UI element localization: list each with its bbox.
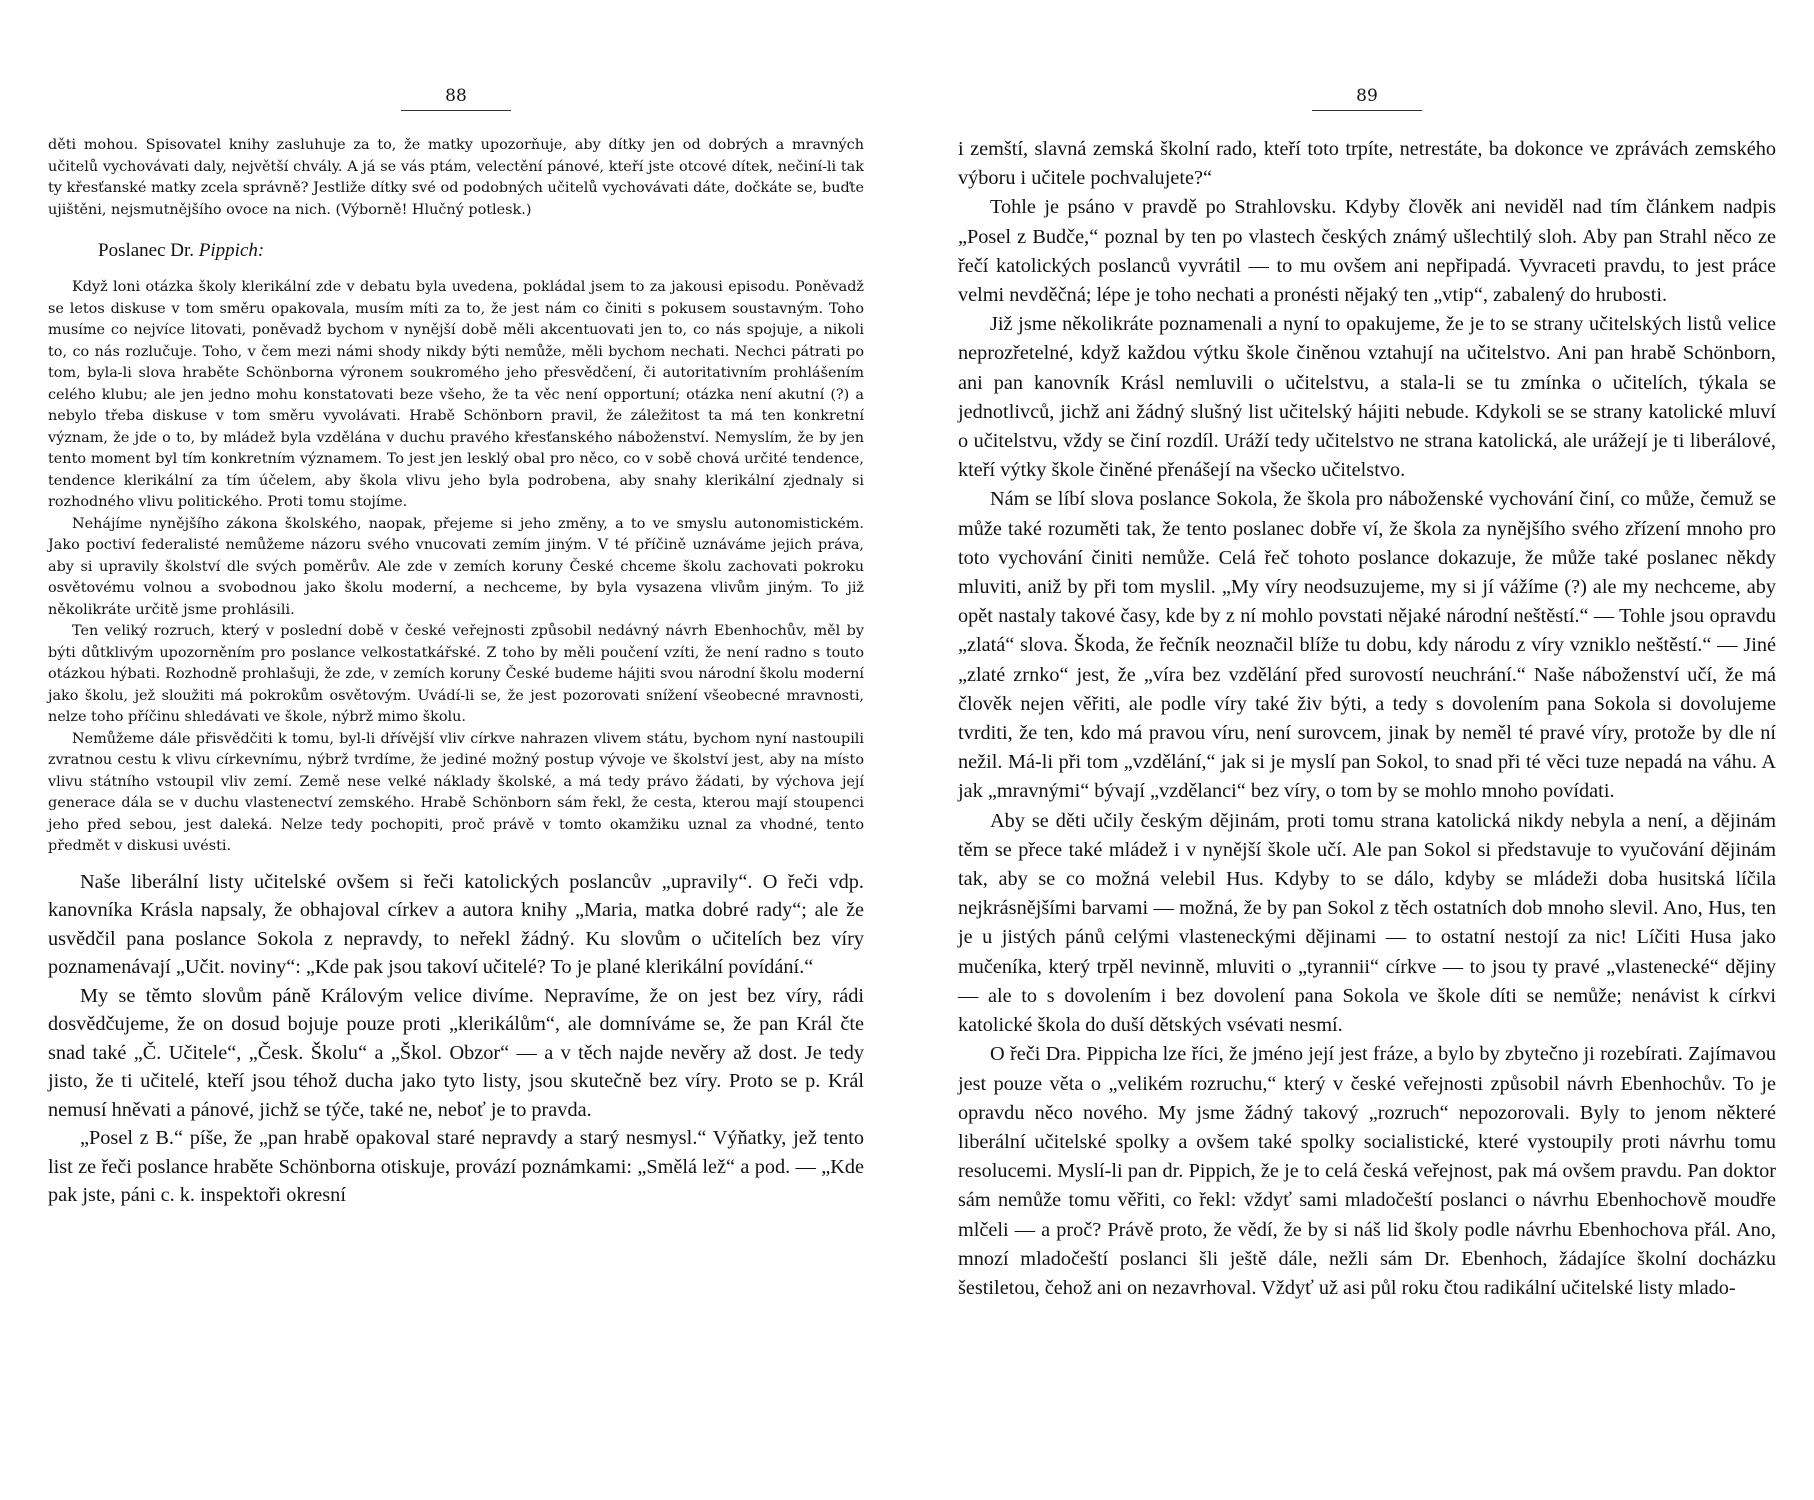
speech-paragraph: Když loni otázka školy klerikální zde v debatu byla uvedena, pokládal jsem to za jakousi episodu. Poněvadž se letos diskuse v tom směru opakovala, musím míti za to, že jest nám co činiti s pokusem soustavným. Toho musíme co nejvíce litovati, poněvadž bychom v nynější době měli akcentuovati jen to, co nás spojuje, a nikoli to, co nás rozlučuje. Toho, v čem mezi námi shody nikdy býti nemůže, měli bychom nechati. Nechci pátrati po tom, byla-li slova hraběte Schönborna výronem soukromého jeho přesvědčení, či autoritativním prohlášením celého klubu; ale jen jedno mohu konstatovati beze všeho, že ta věc není opportuní; otázka není akutní (?) a nebylo třeba diskuse v tom směru vyvolávati. Hrabě Schönborn pravil, že záležitost ta má ten konkretní význam, že jde o to, by mládež byla vzdělána v duchu pravého křesťanského náboženství. Nemyslím, že by jen tento moment byl tím konkretním významem. To jest jen lesklý obal pro něco, co v sobě chová určité tendence, tendence klerikální za tím účelem, aby škola vlivu jeho byla podrobena, aby snahy klerikální zjednaly si rozhodného vlivu politického. Proti tomu stojíme.	[48, 279, 864, 510]
speaker-name: Pippich:	[198, 240, 265, 261]
left-page	[48, 86, 864, 1210]
page-number: 88	[445, 86, 467, 106]
body-paragraph: i zemští, slavná zemská školní rado, kteří toto trpíte, netrestáte, ba dokonce ve zprávách zemského výboru i učitele pochvalujete?“	[958, 138, 1776, 190]
body-paragraph: Aby se děti učily českým dějinám, proti tomu strana katolická nikdy nebyla a není, a dějinám těm se přece také mládež i v nynější škole učí. Ale pan Sokol si představuje to vyučování dějinám tak, aby se co možná velebil Hus. Kdyby to se dálo, kdyby se mládeži doba husitská líčila nejkrásnějšími barvami — možná, že by pan Sokol z těch ostatních dob mnoho slevil. Ano, Hus, ten je u jistých pánů celými vlasteneckými dějinami — to ostatní nestojí za nic! Líčiti Husa jako mučeníka, který trpěl nevinně, mluviti o „tyrannii“ církve — to jsou ty pravé „vlastenecké“ dějiny — ale to s dovolením i bez dovolení pana Sokola ve škole díti se nemůže; nenávist k církvi katolické škola do duší dětských vsévati nesmí.	[958, 809, 1776, 1037]
body-paragraph: Nám se líbí slova poslance Sokola, že škola pro náboženské vychování činí, co může, čemuž se může také rozuměti tak, že tento poslanec dobře ví, že škola za nynějšího svého zřízení mnoho pro toto vychování činiti nemůže. Celá řeč tohoto poslance dokazuje, že může také poslanec někdy mluviti, aniž by při tom myslil. „My víry neodsuzujeme, my si jí vážíme (?) ale my nechceme, aby opět nastaly takové časy, kde by z ní mohlo povstati nějaké národní neštěstí.“ — Tohle jsou opravdu „zlatá“ slova. Škoda, že řečník neoznačil blíže tu dobu, kdy národu z víry vzniklo neštěstí.“ — Jiné „zlaté zrnko“ jest, že „víra bez vzdělání před surovostí neuchrání.“ Naše náboženství učí, že má člověk nejen věřiti, ale podle víry také živ býti, a tedy s dovolením pana Sokola si dovolujeme tvrditi, že ten, kdo má pravou víru, není surovcem, jinak by neměl té pravé víry, protože by dle ní nežil. Má-li při tom „vzdělání,“ jak si je myslí pan Sokol, to snad při té věci tuze nepadá na váhu. A jak „mravnými“ bývají „vzdělanci“ bez víry, o tom by se mohlo mnoho povídati.	[958, 488, 1776, 803]
body-text-block	[958, 135, 1776, 1303]
body-text-block	[48, 868, 864, 1210]
speech-paragraph: Nehájíme nynějšího zákona školského, naopak, přejeme si jeho změny, a to ve smyslu autonomistickém. Jako poctiví federalisté nemůžeme názoru svého vnucovati zemím jiným. V té příčině uznáváme jejich práva, aby si upravily školství dle svých poměrův. Ale zde v zemích koruny České chceme školu zachovati pokroku osvětovému volnou a svobodnou jako školu moderní, a nechceme, by byla vysazena vlivům jiným. To již několikráte určitě jsme prohlásili.	[48, 515, 864, 618]
body-paragraph: O řeči Dra. Pippicha lze říci, že jméno její jest fráze, a bylo by zbytečno ji rozebírati. Zajímavou jest pouze věta o „velikém rozruchu,“ který v české veřejnosti způsobil návrh Ebenhochův. To je opravdu něco nového. My jsme žádný takový „rozruch“ nepozorovali. Byly to jenom některé liberální učitelské spolky a ovšem také spolky socialistické, které vystoupily proti návrhu tomu resolucemi. Myslí-li pan dr. Pippich, že je to celá česká veřejnost, pak má ovšem pravdu. Pan doktor sám nemůže tomu věřiti, co řekl: vždyť sami mladočeští poslanci o návrhu Ebenhochově moudře mlčeli — a proč? Právě proto, že vědí, že by si náš lid školy podle návrhu Ebenhochova přál. Ano, mnozí mladočeští poslanci šli ještě dále, nežli sám Dr. Ebenhoch, žádajíce školní docházku šestiletou, čehož ani on nezavrhoval. Vždyť už asi půl roku čtou radikální učitelské listy mlado-	[958, 1043, 1776, 1299]
body-paragraph: Tohle je psáno v pravdě po Strahlovsku. Kdyby člověk ani neviděl nad tím článkem nadpis „Posel z Budče,“ poznal by ten po vlastech českých známý ušlechtilý sloh. Aby pan Strahl něco ze řečí katolických poslanců vyvrátil — to mu ovšem ani nepřipadá. Vyvraceti pravdu, to jest práce velmi nevděčná; lépe je toho nechati a pronésti nějaký ten „vtip“, zabalený do hrubosti.	[958, 196, 1776, 307]
intro-paragraph: děti mohou. Spisovatel knihy zasluhuje za to, že matky upozorňuje, aby dítky jen od dobrých a mravných učitelů vychovávati daly, největší chvály. A já se vás ptám, velectění pánové, kteří jste otcové dítek, nečiní-li tak ty křesťanské matky zcela správně? Jestliže dítky své od podobných učitelů vychovávati dáte, dočkáte se, buďte ujištěni, nejsmutnějšího ovoce na nich. (Výborně! Hlučný potlesk.)	[48, 137, 864, 218]
page-number: 89	[1356, 86, 1378, 106]
page-number-rule	[1312, 110, 1422, 111]
body-paragraph: Již jsme několikráte poznamenali a nyní to opakujeme, že je to se strany učitelských listů velice neprozřetelné, když každou výtku škole činěnou vztahují na učitelstvo. Ani pan hrabě Schönborn, ani pan kanovník Krásl nemluvili o učitelstvu, a stala-li se tu zmínka o učitelích, týkala se jednotlivců, jichž ani žádný slušný list učitelský hájiti nebude. Kdykoli se se strany katolické mluví o učitelstvu, vždy se činí rozdíl. Uráží tedy učitelstvo ne strana katolická, ale urážejí je ti liberálové, kteří výtky škole činěné přenášejí na všecko učitelstvo.	[958, 313, 1776, 482]
speech-paragraph: Ten veliký rozruch, který v poslední době v české veřejnosti způsobil nedávný návrh Ebenhochův, měl by býti důtklivým upozorněním pro poslance velkostatkářské. Z toho by měli poučení vzíti, že není radno s touto otázkou hýbati. Rozhodně prohlašuji, že zde, v zemích koruny České budeme hájiti svou národní školu moderní jako školu, jež sloužiti má pokrokům osvětovým. Uvádí-li se, že jest pozorovati snížení všeobecné mravnosti, nelze toho příčinu shledávati ve škole, nýbrž mimo školu.	[48, 623, 864, 725]
page-number-rule	[401, 110, 511, 111]
right-page	[958, 86, 1776, 1303]
body-paragraph: Naše liberální listy učitelské ovšem si řeči katolických poslancův „upravily“. O řeči vdp. kanovníka Krásla napsaly, že obhajoval církev a autora knihy „Maria, matka dobré rady“; ale že usvědčil pana poslance Sokola z nepravdy, to neřekl žádný. Ku slovům o učitelích bez víry poznamenávají „Učit. noviny“: „Kde pak jsou takoví učitelé? To je plané klerikální povídání.“	[48, 870, 864, 978]
speaker-prefix: Poslanec Dr.	[98, 240, 195, 261]
speech-paragraph: Nemůžeme dále přisvědčiti k tomu, byl-li dřívější vliv církve nahrazen vlivem státu, bychom nyní nastoupili zvratnou cestu k vlivu církevnímu, nýbrž tvrdíme, že jediné možný postup vývoje ve školství jest, aby na místo vlivu státního vstoupil vliv zemí. Země nese velké náklady školské, a má tedy právo žádati, by výchova její generace dála se v duchu vlastenectví zemského. Hrabě Schönborn sám řekl, že cesta, kterou mají stoupenci jeho před sebou, jest daleká. Nelze tedy pochopiti, proč právě v tomto okamžiku uznal za vhodné, tento předmět v diskusi uvésti.	[48, 730, 864, 854]
body-paragraph: My se těmto slovům páně Královým velice divíme. Nepravíme, že on jest bez víry, rádi dosvědčujeme, že on dosud bojuje pouze proti „klerikálům“, ale domníváme se, že pan Král čte snad také „Č. Učitele“, „Česk. Školu“ a „Škol. Obzor“ — a v těch najde nevěry až dost. Je tedy jisto, že ti učitelé, kteří jsou téhož ducha jako tyto listy, jsou skutečně bez víry. Proto se p. Král nemusí hněvati a pánové, jichž se týče, také ne, neboť je to pravda.	[48, 984, 864, 1121]
body-paragraph: „Posel z B.“ píše, že „pan hrabě opakoval staré nepravdy a starý nesmysl.“ Výňatky, jež tento list ze řeči poslance hraběte Schönborna otiskuje, provází poznámkami: „Smělá lež“ a pod. — „Kde pak jste, páni c. k. inspektoři okresní	[48, 1127, 864, 1206]
small-text-block	[48, 135, 864, 858]
speaker-heading	[98, 239, 864, 263]
